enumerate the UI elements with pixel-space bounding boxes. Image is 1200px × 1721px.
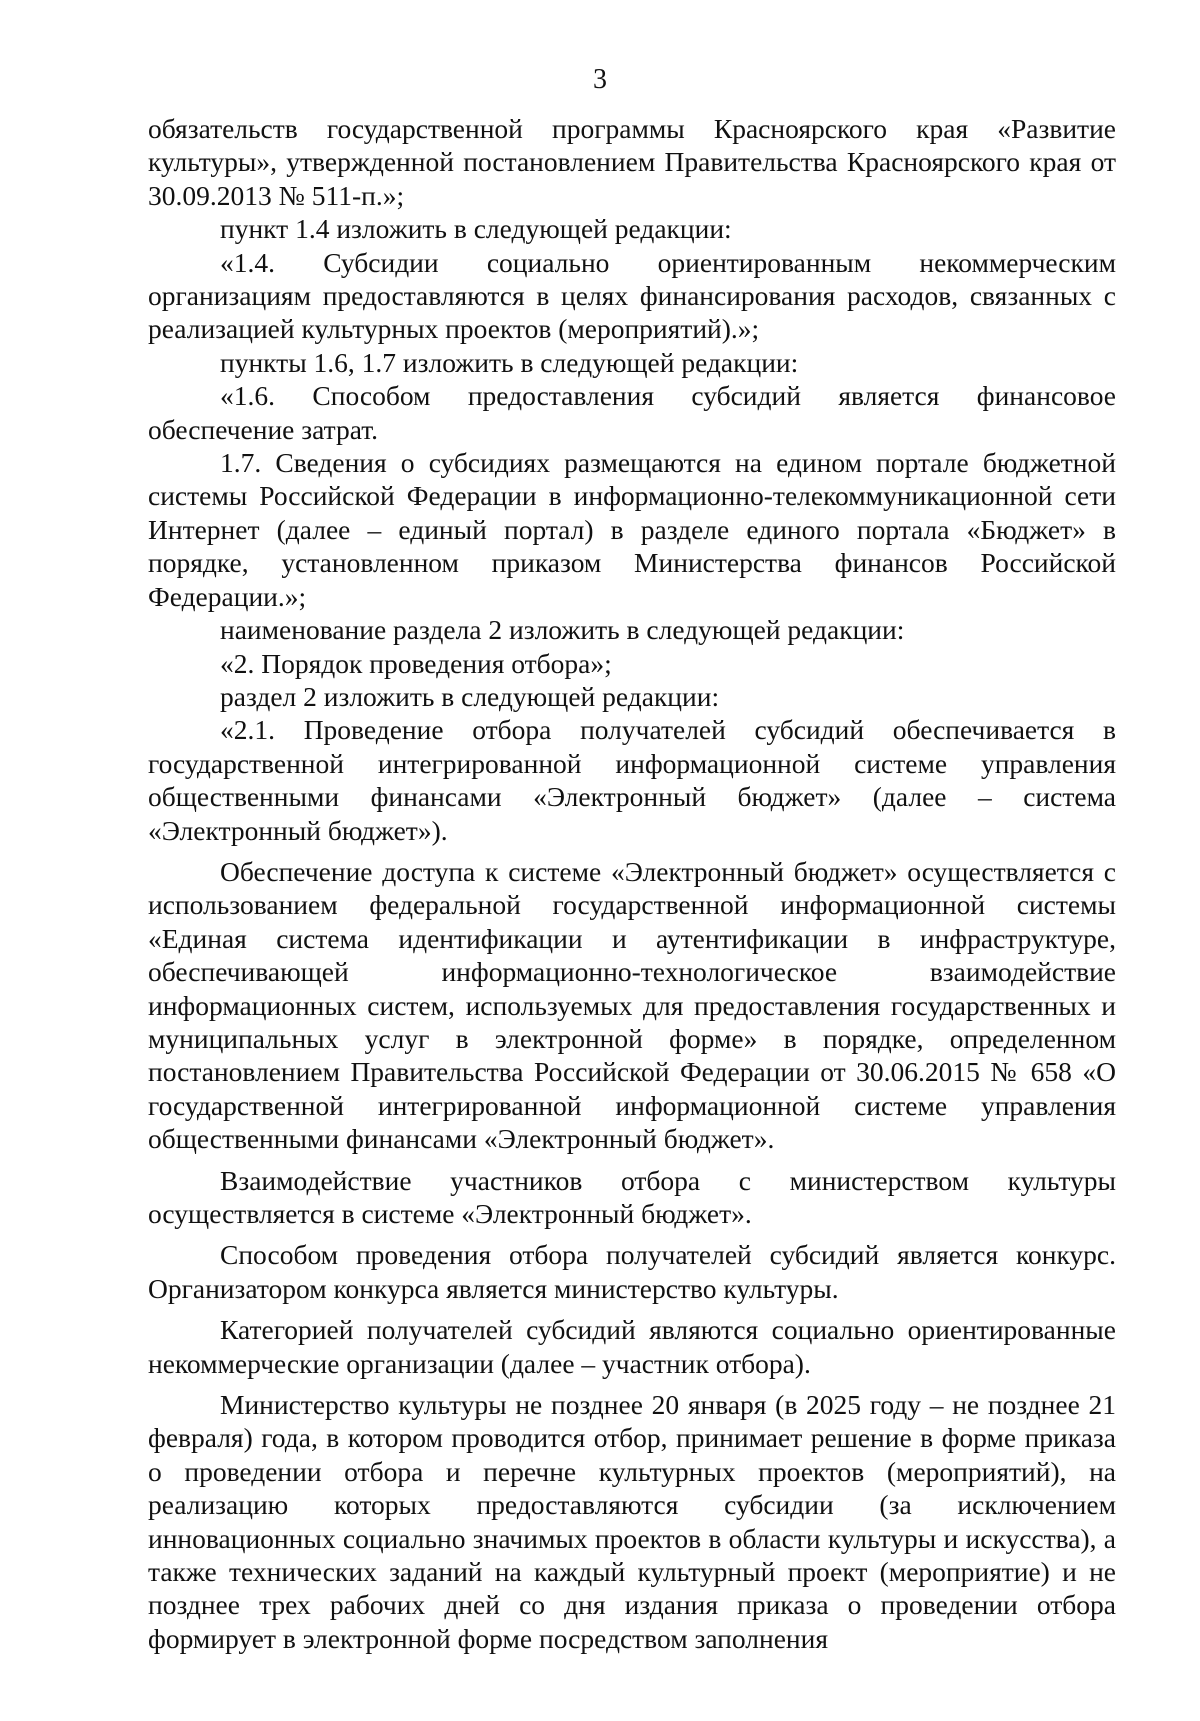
paragraph-access: Обеспечение доступа к системе «Электронный бюджет» осуществляется с использованием федеральной государственной информационной системы «Единая система идентификации и аутентификации в инфраструктуре, обеспечивающей информационно-технологическое взаимодействие информационных систем, используемых для предоставления государственных и муниципальных услуг в электронной форме» в порядке, определенном постановлением Правительства Российской Федерации от 30.06.2015 № 658 «О государственной интегрированной информационной системе управления общественными финансами «Электронный бюджет». [148, 855, 1116, 1155]
paragraph-point-1-4: «1.4. Субсидии социально ориентированным некоммерческим организациям предоставляются в целях финансирования расходов, связанных с реализацией культурных проектов (мероприятий).»; [148, 246, 1116, 345]
paragraph-section-2-title: «2. Порядок проведения отбора»; [220, 647, 612, 679]
paragraph-selection-method: Способом проведения отбора получателей субсидий является конкурс. Организатором конкурса является министерство культуры. [148, 1239, 1116, 1304]
paragraph-interaction: Взаимодействие участников отбора с министерством культуры осуществляется в системе «Электронный бюджет». [148, 1164, 1116, 1229]
paragraph-recipient-category: Категорией получателей субсидий являются социально ориентированные некоммерческие организации (далее – участник отбора). [148, 1314, 1116, 1379]
paragraph-point-1-6: «1.6. Способом предоставления субсидий является финансовое обеспечение затрат. [148, 380, 1116, 445]
paragraph-point-2-1: «2.1. Проведение отбора получателей субсидий обеспечивается в государственной интегрированной информационной системе управления общественными финансами «Электронный бюджет» (далее – система «Электронный бюджет»). [148, 714, 1116, 846]
paragraph-section-2-title-amendment: наименование раздела 2 изложить в следующей редакции: [220, 614, 905, 646]
paragraph-section-2-amendment: раздел 2 изложить в следующей редакции: [220, 680, 720, 712]
paragraph-amendment-1-4: пункт 1.4 изложить в следующей редакции: [220, 213, 732, 245]
document-body [148, 112, 1116, 1655]
paragraph-continuation: обязательств государственной программы Красноярского края «Развитие культуры», утвержденной постановлением Правительства Красноярского края от 30.09.2013 № 511-п.»; [148, 113, 1116, 211]
paragraph-amendment-1-6-1-7: пункты 1.6, 1.7 изложить в следующей редакции: [220, 346, 799, 378]
paragraph-point-1-7: 1.7. Сведения о субсидиях размещаются на едином портале бюджетной системы Российской Федерации в информационно-телекоммуникационной сети Интернет (далее – единый портал) в разделе единого портала «Бюджет» в порядке, установленном приказом Министерства финансов Российской Федерации.»; [148, 447, 1116, 612]
paragraph-ministry-decision: Министерство культуры не позднее 20 января (в 2025 году – не позднее 21 февраля) года, в котором проводится отбор, принимает решение в форме приказа о проведении отбора и перечне культурных проектов (мероприятий), на реализацию которых предоставляются субсидии (за исключением инновационных социально значимых проектов в области культуры и искусства), а также технических заданий на каждый культурный проект (мероприятие) и не позднее трех рабочих дней со дня издания приказа о проведении отбора формирует в электронной форме посредством заполнения [148, 1389, 1116, 1654]
page-number: 3 [593, 64, 607, 95]
